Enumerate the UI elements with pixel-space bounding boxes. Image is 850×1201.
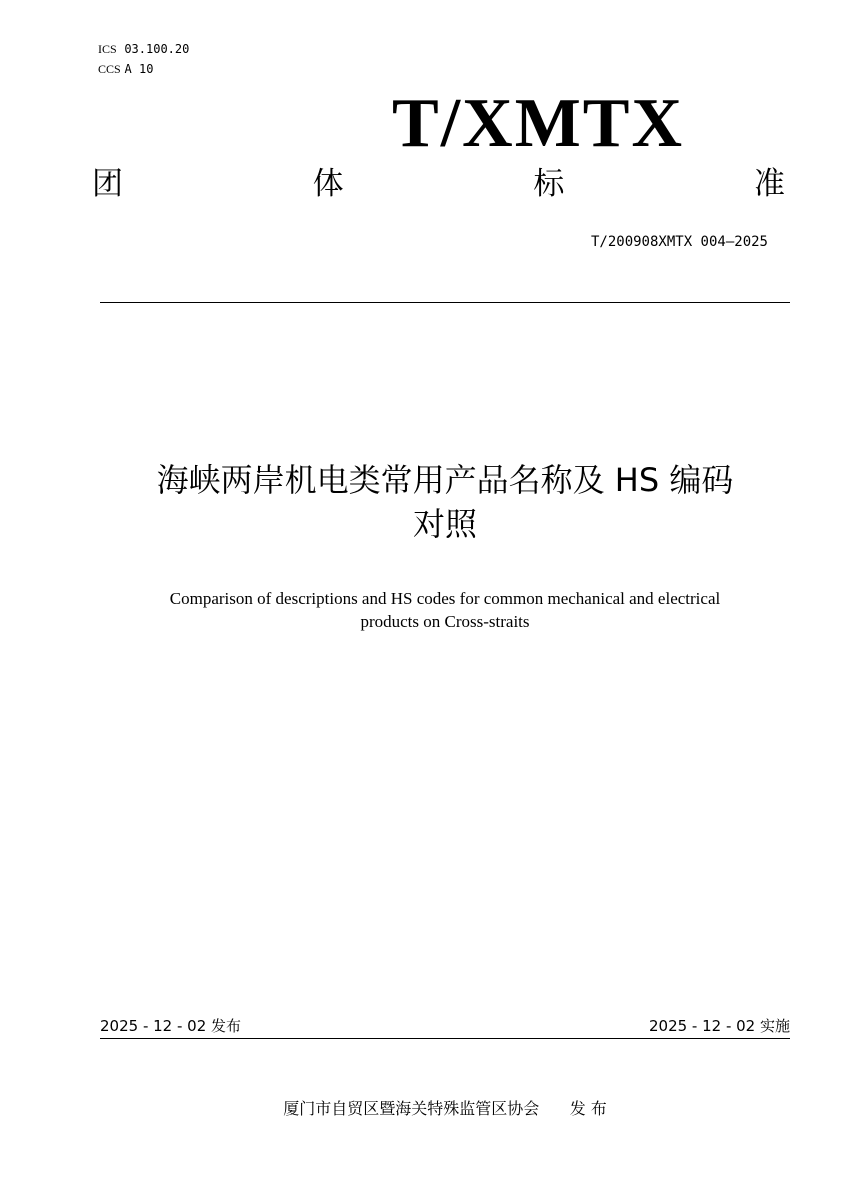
document-type-char: 体: [312, 166, 344, 202]
publish-label: 发 布: [569, 1099, 607, 1118]
ccs-code: A 10: [124, 62, 154, 76]
title-chinese: [100, 458, 790, 546]
header-divider: [100, 302, 790, 303]
standard-logo: T/XMTX: [392, 85, 684, 162]
implementation-date: 2025 - 12 - 02 实施: [648, 1017, 790, 1035]
document-type-char: 团: [92, 166, 123, 202]
document-type: [92, 164, 785, 204]
ics-classification: [98, 42, 189, 56]
ccs-label: CCS: [98, 62, 121, 76]
ics-label: ICS: [98, 42, 117, 56]
issue-date: 2025 - 12 - 02 发布: [100, 1017, 242, 1035]
title-chinese-line: 对照: [412, 505, 477, 543]
title-english: [100, 587, 790, 633]
ics-code: 03.100.20: [124, 42, 190, 56]
footer-divider: [100, 1038, 790, 1039]
title-english-line: products on Cross-straits: [360, 612, 530, 631]
publisher-name: 厦门市自贸区暨海关特殊监管区协会: [283, 1099, 540, 1118]
title-english-line: Comparison of descriptions and HS codes for common mechanical and electrical: [169, 589, 721, 608]
publisher-line: [100, 1098, 790, 1120]
title-chinese-line: 海峡两岸机电类常用产品名称及 HS 编码: [156, 461, 734, 499]
document-type-char: 准: [753, 166, 785, 202]
ccs-classification: [98, 62, 153, 76]
standard-number: T/200908XMTX 004—2025: [590, 234, 768, 250]
document-type-char: 标: [533, 166, 565, 202]
